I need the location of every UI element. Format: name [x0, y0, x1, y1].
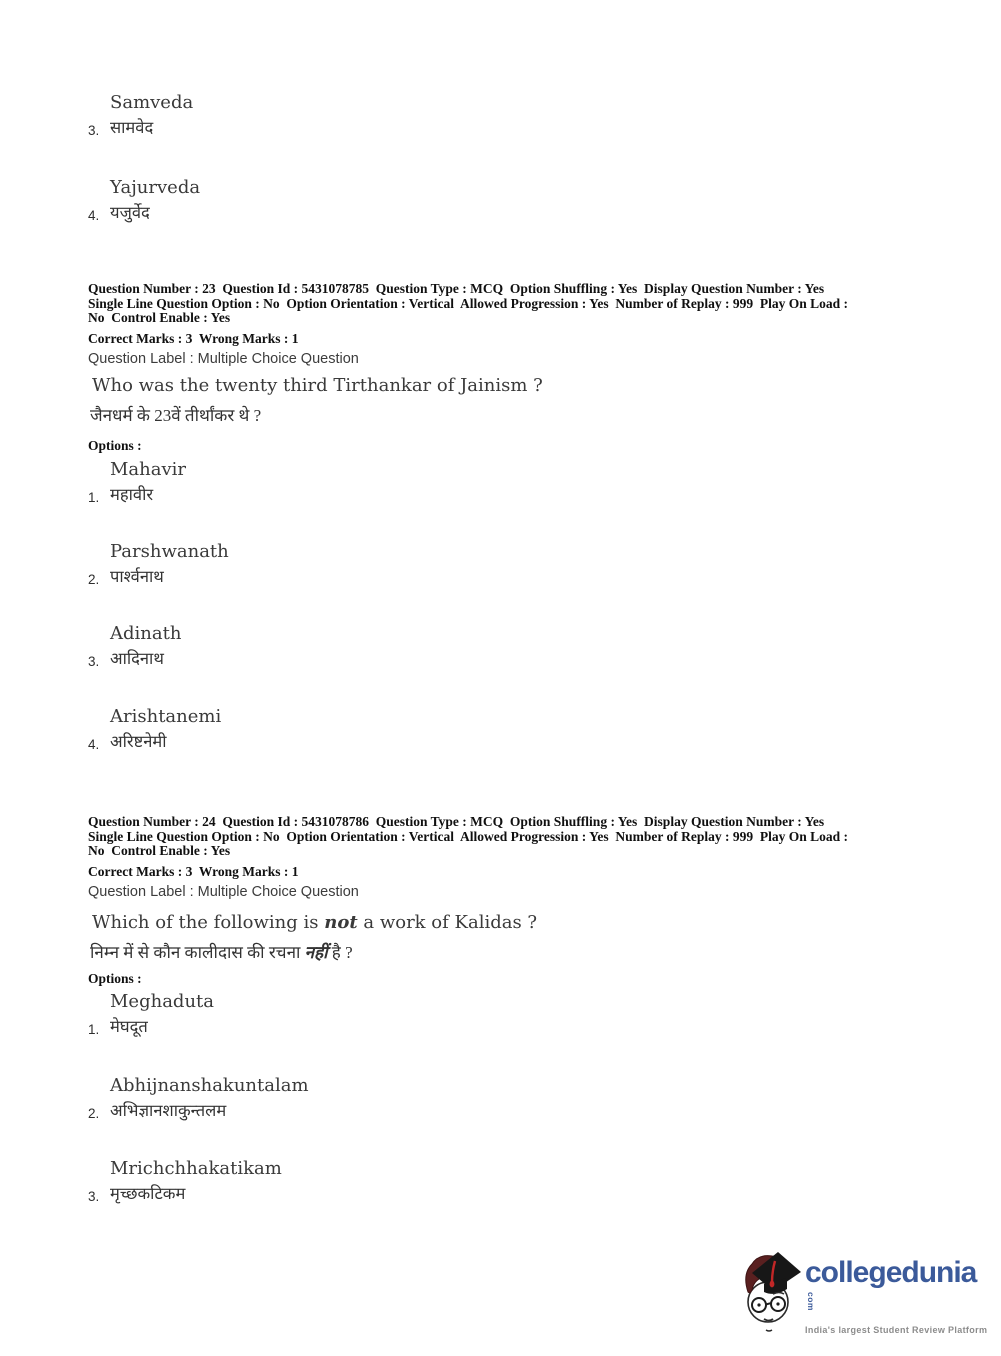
option-number: 2. — [88, 572, 100, 587]
option-number: 3. — [88, 123, 100, 138]
option-text-hindi: महावीर — [110, 485, 154, 504]
logo-text — [805, 1258, 987, 1335]
option-text-hindi: सामवेद — [110, 118, 154, 137]
option-text-english: Samveda — [110, 92, 194, 113]
q24-metadata-line-1: Question Number : 24 Question Id : 5431078786 Question Type : MCQ Option Shuffling : Yes Display Question Number : Yes — [88, 814, 825, 829]
q24-question-text-hindi: निम्न में से कौन कालीदास की रचना नहीं है ? — [90, 943, 353, 962]
q24-option-3 — [88, 1158, 282, 1205]
option-text-english: Parshwanath — [110, 541, 229, 562]
q23-option-2 — [88, 541, 229, 588]
q24-metadata-line-3: No Control Enable : Yes — [88, 843, 231, 858]
q23-option-4 — [88, 706, 221, 753]
option-text-hindi: अरिष्टनेमी — [110, 732, 167, 751]
q23-marks-line: Correct Marks : 3 Wrong Marks : 1 — [88, 331, 299, 346]
q24-option-1 — [88, 991, 214, 1038]
option-number: 2. — [88, 1106, 100, 1121]
option-number: 4. — [88, 208, 100, 223]
q24-metadata-line-2: Single Line Question Option : No Option Orientation : Vertical Allowed Progression : Yes Number of Replay : 999 Play On Load : — [88, 828, 849, 844]
option-number: 3. — [88, 1189, 100, 1204]
option-text-hindi: अभिज्ञानशाकुन्तलम — [110, 1101, 227, 1120]
q24-options-label: Options : — [88, 971, 142, 986]
option-text-english: Yajurveda — [110, 177, 201, 198]
option-text-hindi: मृच्छकटिकम — [110, 1184, 186, 1203]
graduate-boy-mascot-icon — [742, 1246, 802, 1334]
option-text-english: Meghaduta — [110, 991, 215, 1012]
q23-option-3 — [88, 623, 181, 670]
option-number: 4. — [88, 737, 100, 752]
option-text-english: Arishtanemi — [110, 706, 222, 727]
q23-metadata-line-1: Question Number : 23 Question Id : 5431078785 Question Type : MCQ Option Shuffling : Yes Display Question Number : Yes — [88, 281, 825, 296]
q24-option-2 — [88, 1075, 309, 1122]
q23-metadata-line-2: Single Line Question Option : No Option Orientation : Vertical Allowed Progression : Yes Number of Replay : 999 Play On Load : — [88, 295, 849, 311]
q23-options-label: Options : — [88, 438, 142, 453]
option-number: 1. — [88, 1022, 100, 1037]
q24-marks-line: Correct Marks : 3 Wrong Marks : 1 — [88, 864, 299, 879]
brand-suffix-com: com — [806, 1292, 816, 1311]
option-text-hindi: यजुर्वेद — [110, 203, 150, 222]
q23-option-1 — [88, 459, 186, 506]
option-number: 1. — [88, 490, 100, 505]
q23-metadata-line-3: No Control Enable : Yes — [88, 310, 231, 325]
brand-tagline: India's largest Student Review Platform — [805, 1325, 988, 1335]
q23-question-label: Question Label : Multiple Choice Question — [88, 351, 359, 367]
option-text-english: Abhijnanshakuntalam — [110, 1075, 309, 1096]
brand-name: collegedunia — [805, 1256, 977, 1289]
option-number: 3. — [88, 654, 100, 669]
collegedunia-logo — [742, 1246, 988, 1338]
option-text-hindi: आदिनाथ — [110, 649, 164, 668]
option-text-english: Adinath — [110, 623, 182, 644]
q23-question-text-english: Who was the twenty third Tirthankar of Jainism ? — [92, 375, 543, 396]
q24-question-text-english: Which of the following is not a work of Kalidas ? — [92, 912, 538, 933]
option-text-english: Mahavir — [110, 459, 187, 480]
prev-question-option-3 — [88, 92, 193, 139]
option-text-hindi: मेघदूत — [110, 1017, 148, 1036]
option-text-hindi: पार्श्वनाथ — [110, 567, 164, 586]
q23-question-text-hindi: जैनधर्म के 23वें तीर्थांकर थे ? — [90, 406, 262, 425]
option-text-english: Mrichchhakatikam — [110, 1158, 282, 1179]
prev-question-option-4 — [88, 177, 200, 224]
q24-question-label: Question Label : Multiple Choice Question — [88, 884, 359, 900]
